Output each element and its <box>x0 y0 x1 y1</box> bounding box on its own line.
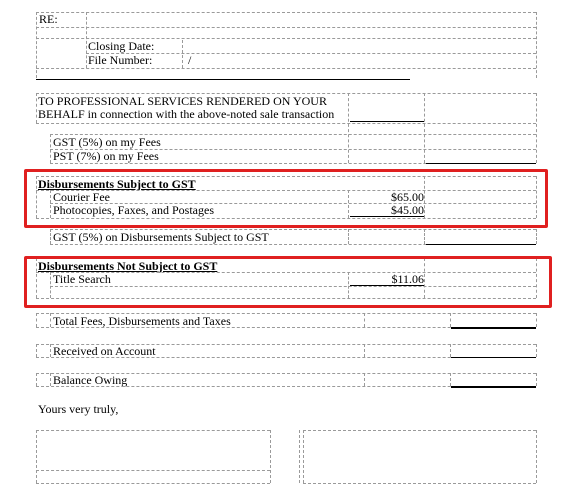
signature-box-top <box>36 430 270 431</box>
right-box-bottom <box>303 483 536 484</box>
highlight-box-disb-gst <box>24 169 548 228</box>
gst-disb-right-border <box>536 229 537 244</box>
header-underline <box>36 79 410 80</box>
header-row-line <box>36 27 536 28</box>
right-box-left <box>303 430 304 483</box>
taxes-underline <box>426 163 536 164</box>
balance-col-border <box>364 373 365 386</box>
total-col-border <box>450 313 451 327</box>
services-right-border <box>536 93 537 163</box>
signature-box-line <box>36 470 270 471</box>
gst-disb-label: GST (5%) on Disbursements Subject to GST <box>53 230 269 244</box>
total-right-border <box>536 313 537 327</box>
photocopies-amount: $45.00 <box>391 203 424 217</box>
slash-mark: / <box>188 53 192 67</box>
fees-underline <box>350 121 424 122</box>
total-col-border <box>364 313 365 327</box>
gst-disb-col-border <box>348 229 349 244</box>
balance-underline <box>451 386 536 388</box>
services-row-line <box>36 123 536 124</box>
courier-fee-amount: $65.00 <box>391 190 424 204</box>
right-box-top <box>303 430 536 431</box>
signature-box-left <box>36 430 37 483</box>
header-top-border <box>36 12 536 13</box>
received-underline <box>451 357 536 358</box>
services-col-border <box>348 93 349 163</box>
signature-box-bottom <box>36 483 270 484</box>
header-value-border <box>182 40 183 68</box>
pst-fees-label: PST (7%) on my Fees <box>53 149 159 163</box>
highlight-box-disb-nogst <box>24 256 552 308</box>
gst-disb-left-border <box>50 229 51 244</box>
signature-gap-border <box>299 430 300 483</box>
gst-disb-col-border <box>424 229 425 244</box>
total-label: Total Fees, Disbursements and Taxes <box>53 314 231 328</box>
services-left-border <box>36 93 37 123</box>
gst-disb-underline <box>426 244 536 245</box>
closing-text: Yours very truly, <box>38 402 119 416</box>
services-line-2: BEHALF in connection with the above-noted sale transaction <box>38 107 335 121</box>
signature-box-right <box>270 430 271 483</box>
courier-fee-label: Courier Fee <box>53 190 110 204</box>
received-left-border <box>36 344 37 357</box>
gst-fees-label: GST (5%) on my Fees <box>53 135 161 149</box>
disb-gst-heading: Disbursements Subject to GST <box>38 177 196 191</box>
received-inner-border <box>50 344 51 357</box>
file-number-label: File Number: <box>88 53 153 67</box>
header-row-line <box>86 53 536 54</box>
total-underline <box>451 327 536 329</box>
balance-inner-border <box>50 373 51 386</box>
balance-label: Balance Owing <box>53 373 128 387</box>
received-col-border <box>450 344 451 357</box>
header-row-line <box>36 68 536 69</box>
total-left-border <box>36 313 37 327</box>
received-right-border <box>536 344 537 357</box>
services-line-1: TO PROFESSIONAL SERVICES RENDERED ON YOUR <box>38 94 327 108</box>
photocopies-label: Photocopies, Faxes, and Postages <box>53 203 214 217</box>
closing-date-label: Closing Date: <box>88 39 155 53</box>
services-col-border <box>424 93 425 163</box>
header-inner-border <box>86 12 87 68</box>
title-search-label: Title Search <box>53 272 111 286</box>
title-search-amount: $11.06 <box>391 272 424 286</box>
right-box-right <box>536 430 537 483</box>
balance-left-border <box>36 373 37 386</box>
balance-col-border <box>450 373 451 386</box>
header-right-border <box>536 12 537 78</box>
re-label: RE: <box>39 12 58 26</box>
balance-right-border <box>536 373 537 386</box>
received-col-border <box>364 344 365 357</box>
received-label: Received on Account <box>53 344 156 358</box>
disb-nogst-heading: Disbursements Not Subject to GST <box>38 259 218 273</box>
total-inner-border <box>50 313 51 327</box>
